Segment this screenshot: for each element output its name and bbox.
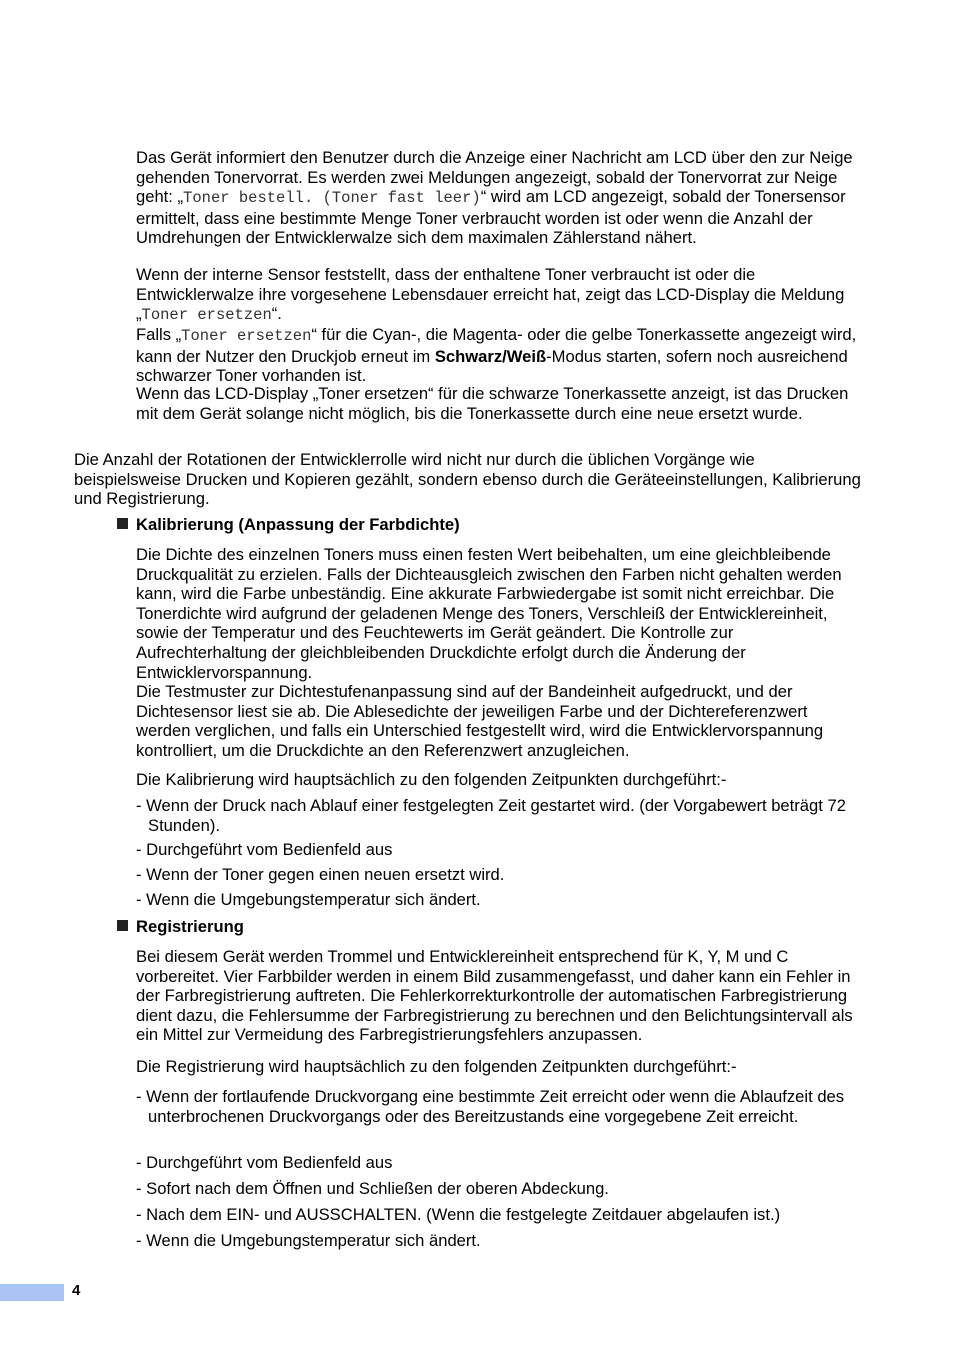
registration-item: - Nach dem EIN- und AUSSCHALTEN. (Wenn die festgelegte Zeitdauer abgelaufen ist.): [136, 1205, 781, 1224]
registration-item: - Durchgeführt vom Bedienfeld aus: [136, 1153, 393, 1172]
calibration-paragraph-1: Die Dichte des einzelnen Toners muss einen festen Wert beibehalten, um eine gleichbleibende Druckqualität zu erzielen. Falls der Dichteausgleich zwischen den Farben nicht gehalten werden kann, wird die Farbe unbeständig. Eine akkurate Farbwiedergabe ist somit nicht erreichbar. Die Tonerdichte wird aufgrund der geladenen Menge des Toners, Verschleiß der Entwicklereinheit, sowie der Temperatur und des Feuchtewerts im Gerät geändert. Die Kontrolle zur Aufrechterhaltung der gleichbleibenden Druckdichte erfolgt durch die Änderung der Entwicklervorspannung.: [136, 545, 842, 682]
intro-paragraph-3: Falls „Toner ersetzen“ für die Cyan-, die Magenta- oder die gelbe Tonerkassette angezeigt wird, kann der Nutzer den Druckjob erneut im Schwarz/Weiß-Modus starten, sofern noch ausreichend schwarzer Toner vorhanden ist.: [136, 325, 857, 386]
lcd-message-toner-low: Toner bestell. (Toner fast leer): [183, 189, 481, 208]
calibration-item: - Wenn der Toner gegen einen neuen ersetzt wird.: [136, 865, 505, 884]
calibration-heading: Kalibrierung (Anpassung der Farbdichte): [117, 515, 857, 535]
intro-paragraph-2: Wenn der interne Sensor feststellt, dass der enthaltene Toner verbraucht ist oder die Entwicklerwalze ihre vorgesehene Lebensdauer erreicht hat, zeigt das LCD-Display die Meldung „Toner ersetzen“.: [136, 265, 845, 325]
registration-item: - Wenn der fortlaufende Druckvorgang eine bestimmte Zeit erreicht oder wenn die Ablaufzeit des unterbrochenen Druckvorgangs oder des Bereitzustands eine vorgegebene Zeit erreicht.: [136, 1087, 845, 1126]
mono-mode-label: Schwarz/Weiß: [434, 346, 547, 366]
intro-paragraph-1: Das Gerät informiert den Benutzer durch die Anzeige einer Nachricht am LCD über den zur Neige gehenden Tonervorrat. Es werden zwei Meldungen angezeigt, sobald der Tonervorrat zur Neige geht: „Toner bestell. (Toner fast leer)“ wird am LCD angezeigt, sobald der Tonersensor ermittelt, dass eine bestimmte Menge Toner verbraucht worden ist oder wenn die Anzahl der Umdrehungen der Entwicklerwalze sich dem maximalen Zählerstand nähert.: [136, 148, 853, 248]
lcd-message-replace-toner: Toner ersetzen: [181, 327, 312, 345]
page-number: 4: [72, 1282, 81, 1299]
registration-item: - Sofort nach dem Öffnen und Schließen der oberen Abdeckung.: [136, 1179, 609, 1198]
registration-intro: Die Registrierung wird hauptsächlich zu den folgenden Zeitpunkten durchgeführt:-: [136, 1057, 737, 1076]
calibration-item: - Wenn die Umgebungstemperatur sich ändert.: [136, 890, 481, 909]
calibration-item: - Wenn der Druck nach Ablauf einer festgelegten Zeit gestartet wird. (der Vorgabewert beträgt 72 Stunden).: [136, 796, 846, 835]
registration-item: - Wenn die Umgebungstemperatur sich ändert.: [136, 1231, 481, 1250]
registration-paragraph: Bei diesem Gerät werden Trommel und Entwicklereinheit entsprechend für K, Y, M und C vorbereitet. Vier Farbbilder werden in einem Bild zusammengefasst, und daher kann ein Fehler in der Farbregistrierung auftreten. Die Fehlerkorrekturkontrolle der automatischen Farbregistrierung dient dazu, die Fehlersumme der Farbregistrierung zu berechnen und den Belichtungsintervall als ein Mittel zur Vermeidung des Farbregistrierungsfehlers anzupassen.: [136, 947, 853, 1045]
rotation-paragraph: Die Anzahl der Rotationen der Entwicklerrolle wird nicht nur durch die üblichen Vorgänge wie beispielsweise Drucken und Kopieren gezählt, sondern ebenso durch die Geräteeinstellungen, Kalibrierung und Registrierung.: [74, 450, 861, 509]
calibration-paragraph-2: Die Testmuster zur Dichtestufenanpassung sind auf der Bandeinheit aufgedruckt, und der Dichtesensor liest sie ab. Die Ablesedichte der jeweiligen Farbe und der Dichtereferenzwert werden verglichen, und falls ein Unterschied festgestellt wird, wird die Entwicklervorspannung kontrolliert, um die Druckdichte an den Referenzwert anzugleichen.: [136, 682, 824, 760]
square-bullet-icon: [117, 920, 128, 931]
calibration-item: - Durchgeführt vom Bedienfeld aus: [136, 840, 393, 859]
square-bullet-icon: [117, 518, 128, 529]
footer-accent-bar: [0, 1284, 64, 1301]
registration-heading: Registrierung: [117, 917, 857, 937]
lcd-message-replace-toner: Toner ersetzen: [141, 306, 272, 325]
calibration-intro: Die Kalibrierung wird hauptsächlich zu den folgenden Zeitpunkten durchgeführt:-: [136, 770, 727, 789]
intro-paragraph-4: Wenn das LCD-Display „Toner ersetzen“ für die schwarze Tonerkassette anzeigt, ist das Drucken mit dem Gerät solange nicht möglich, bis die Tonerkassette durch eine neue ersetzt wurde.: [136, 384, 849, 423]
